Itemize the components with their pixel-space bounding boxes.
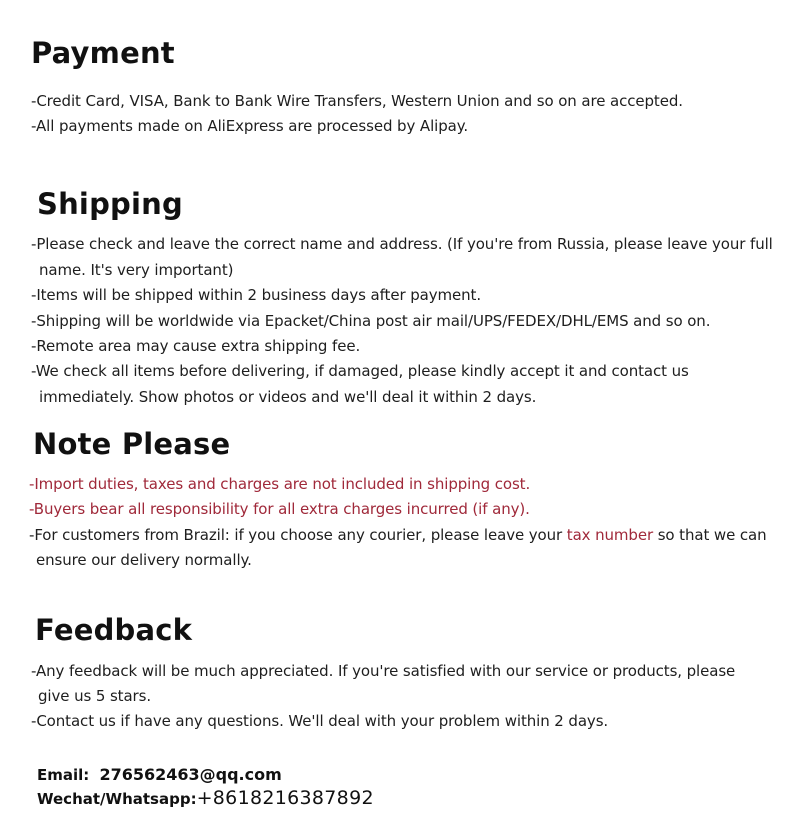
shipping-line: name. It's very important) [39, 261, 234, 279]
feedback-line: -Contact us if have any questions. We'll deal with your problem within 2 days. [31, 712, 609, 730]
note-brazil-suffix: so that we can [653, 526, 767, 544]
feedback-line: -Any feedback will be much appreciated. If you're satisfied with our service or products, please [31, 662, 736, 680]
email-address[interactable]: 276562463@qq.com [99, 765, 282, 784]
feedback-line: give us 5 stars. [38, 687, 152, 705]
note-line-import-duties: -Import duties, taxes and charges are not included in shipping cost. [29, 475, 531, 493]
note-line-brazil [29, 526, 767, 544]
payment-line: -All payments made on AliExpress are processed by Alipay. [31, 117, 469, 135]
shipping-line: -Please check and leave the correct name and address. (If you're from Russia, please leave your full [31, 235, 773, 253]
note-heading: Note Please [33, 427, 231, 461]
shipping-line: -Remote area may cause extra shipping fee. [31, 337, 361, 355]
shipping-line: -We check all items before delivering, if damaged, please kindly accept it and contact us [31, 362, 689, 380]
email-label: Email: [37, 766, 90, 784]
note-line-extra-charges: -Buyers bear all responsibility for all extra charges incurred (if any). [29, 500, 530, 518]
email-row [37, 765, 282, 784]
note-brazil-prefix: -For customers from Brazil: if you choose any courier, please leave your [29, 526, 567, 544]
wechat-label: Wechat/Whatsapp: [37, 790, 197, 808]
shipping-heading: Shipping [37, 187, 183, 221]
wechat-row [37, 787, 374, 809]
shipping-line: -Shipping will be worldwide via Epacket/China post air mail/UPS/FEDEX/DHL/EMS and so on. [31, 312, 711, 330]
phone-number[interactable]: +8618216387892 [196, 787, 374, 809]
payment-heading: Payment [31, 36, 175, 70]
tax-number-highlight: tax number [566, 526, 654, 544]
feedback-heading: Feedback [35, 613, 193, 647]
payment-line: -Credit Card, VISA, Bank to Bank Wire Transfers, Western Union and so on are accepted. [31, 92, 683, 110]
note-line-delivery: ensure our delivery normally. [36, 551, 252, 569]
shipping-line: -Items will be shipped within 2 business days after payment. [31, 286, 481, 304]
shipping-line: immediately. Show photos or videos and we'll deal it within 2 days. [39, 388, 537, 406]
